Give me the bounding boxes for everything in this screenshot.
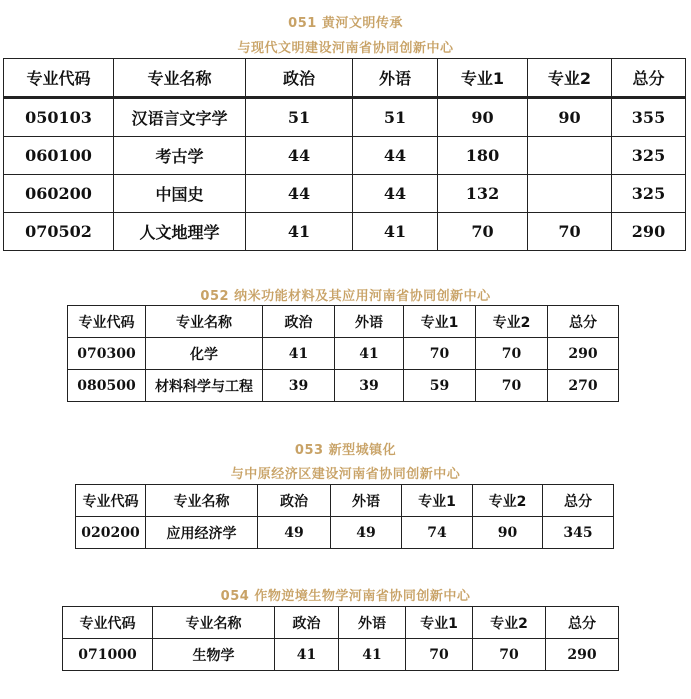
cell-major2: 70 xyxy=(528,213,612,251)
table-header-row xyxy=(68,306,619,338)
header-major1: 专业1 xyxy=(404,306,476,338)
cell-language: 44 xyxy=(353,137,438,175)
cell-code: 050103 xyxy=(4,98,114,137)
cell-name: 应用经济学 xyxy=(146,517,258,549)
header-major2: 专业2 xyxy=(476,306,548,338)
header-major1: 专业1 xyxy=(402,485,473,517)
cell-language: 41 xyxy=(353,213,438,251)
table-row xyxy=(63,639,619,671)
cell-major1: 180 xyxy=(438,137,528,175)
cell-politics: 44 xyxy=(246,175,353,213)
score-table-053 xyxy=(75,484,614,549)
header-major1: 专业1 xyxy=(438,59,528,98)
table-header-row xyxy=(63,607,619,639)
cell-major1: 59 xyxy=(404,370,476,402)
header-name: 专业名称 xyxy=(114,59,246,98)
cell-language: 39 xyxy=(335,370,404,402)
cell-major2 xyxy=(528,137,612,175)
score-table-051 xyxy=(3,58,686,251)
cell-code: 060100 xyxy=(4,137,114,175)
cell-code: 071000 xyxy=(63,639,153,671)
cell-total: 290 xyxy=(548,338,619,370)
score-table-054 xyxy=(62,606,619,671)
cell-total: 290 xyxy=(612,213,686,251)
header-code: 专业代码 xyxy=(4,59,114,98)
cell-name: 中国史 xyxy=(114,175,246,213)
cell-major1: 90 xyxy=(438,98,528,137)
cell-major2: 70 xyxy=(476,338,548,370)
header-politics: 政治 xyxy=(246,59,353,98)
header-code: 专业代码 xyxy=(68,306,146,338)
cell-language: 41 xyxy=(339,639,406,671)
table-row xyxy=(4,175,686,213)
header-major1: 专业1 xyxy=(406,607,473,639)
cell-code: 070502 xyxy=(4,213,114,251)
header-major2: 专业2 xyxy=(473,607,546,639)
header-total: 总分 xyxy=(612,59,686,98)
cell-major1: 70 xyxy=(404,338,476,370)
header-language: 外语 xyxy=(339,607,406,639)
cell-language: 49 xyxy=(331,517,402,549)
cell-name: 化学 xyxy=(146,338,263,370)
cell-code: 060200 xyxy=(4,175,114,213)
cell-code: 020200 xyxy=(76,517,146,549)
cell-major1: 70 xyxy=(406,639,473,671)
cell-language: 51 xyxy=(353,98,438,137)
header-politics: 政治 xyxy=(258,485,331,517)
cell-politics: 41 xyxy=(263,338,335,370)
cell-major2: 70 xyxy=(476,370,548,402)
header-language: 外语 xyxy=(335,306,404,338)
header-code: 专业代码 xyxy=(76,485,146,517)
table-header-row xyxy=(76,485,614,517)
cell-name: 汉语言文字学 xyxy=(114,98,246,137)
header-name: 专业名称 xyxy=(153,607,275,639)
cell-major2: 90 xyxy=(473,517,543,549)
table-row xyxy=(76,517,614,549)
cell-total: 345 xyxy=(543,517,614,549)
cell-major1: 70 xyxy=(438,213,528,251)
header-code: 专业代码 xyxy=(63,607,153,639)
header-major2: 专业2 xyxy=(528,59,612,98)
header-name: 专业名称 xyxy=(146,306,263,338)
cell-major1: 132 xyxy=(438,175,528,213)
cell-code: 080500 xyxy=(68,370,146,402)
header-language: 外语 xyxy=(331,485,402,517)
cell-name: 材料科学与工程 xyxy=(146,370,263,402)
header-language: 外语 xyxy=(353,59,438,98)
cell-politics: 41 xyxy=(246,213,353,251)
table-row xyxy=(68,370,619,402)
table-row xyxy=(4,98,686,137)
header-major2: 专业2 xyxy=(473,485,543,517)
cell-language: 41 xyxy=(335,338,404,370)
header-total: 总分 xyxy=(543,485,614,517)
section-title-053-line2: 与中原经济区建设河南省协同创新中心 xyxy=(230,467,461,482)
section-title-051-line1: 051 黄河文明传承 xyxy=(288,16,403,31)
section-title-051-line2: 与现代文明建设河南省协同创新中心 xyxy=(237,41,454,56)
section-title-053-line1: 053 新型城镇化 xyxy=(294,443,397,458)
cell-politics: 49 xyxy=(258,517,331,549)
cell-name: 考古学 xyxy=(114,137,246,175)
header-total: 总分 xyxy=(546,607,619,639)
cell-name: 人文地理学 xyxy=(114,213,246,251)
cell-language: 44 xyxy=(353,175,438,213)
table-row xyxy=(4,213,686,251)
cell-politics: 44 xyxy=(246,137,353,175)
cell-politics: 51 xyxy=(246,98,353,137)
section-title-052: 052 纳米功能材料及其应用河南省协同创新中心 xyxy=(200,289,491,304)
cell-major2: 70 xyxy=(473,639,546,671)
header-total: 总分 xyxy=(548,306,619,338)
table-row xyxy=(4,137,686,175)
table-row xyxy=(68,338,619,370)
cell-major2 xyxy=(528,175,612,213)
score-table-052 xyxy=(67,305,619,402)
section-title-054: 054 作物逆境生物学河南省协同创新中心 xyxy=(220,589,471,604)
cell-total: 325 xyxy=(612,137,686,175)
cell-total: 325 xyxy=(612,175,686,213)
cell-total: 270 xyxy=(548,370,619,402)
cell-major2: 90 xyxy=(528,98,612,137)
cell-total: 290 xyxy=(546,639,619,671)
header-politics: 政治 xyxy=(263,306,335,338)
header-politics: 政治 xyxy=(275,607,339,639)
cell-name: 生物学 xyxy=(153,639,275,671)
cell-code: 070300 xyxy=(68,338,146,370)
cell-politics: 41 xyxy=(275,639,339,671)
cell-total: 355 xyxy=(612,98,686,137)
header-name: 专业名称 xyxy=(146,485,258,517)
table-header-row xyxy=(4,59,686,98)
cell-major1: 74 xyxy=(402,517,473,549)
cell-politics: 39 xyxy=(263,370,335,402)
